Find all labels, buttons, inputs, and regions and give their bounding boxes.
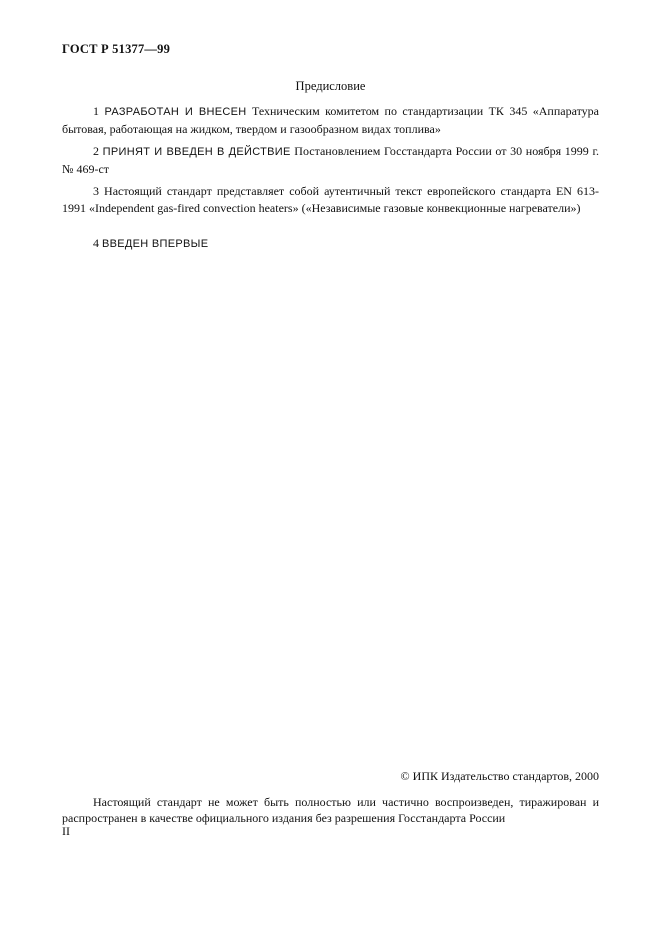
item-caps: ВВЕДЕН ВПЕРВЫЕ bbox=[102, 238, 209, 250]
item-number: 2 bbox=[93, 144, 99, 158]
page-number: II bbox=[62, 824, 70, 838]
item-caps: ПРИНЯТ И ВВЕДЕН В ДЕЙСТВИЕ bbox=[102, 146, 291, 158]
copyright-line: © ИПК Издательство стандартов, 2000 bbox=[400, 769, 599, 783]
item-text: Постановлением Госстандарта России от 30 ноября 1999 г. № 469-ст bbox=[62, 144, 600, 176]
item-number: 3 bbox=[93, 184, 99, 198]
preface-item-4 bbox=[62, 235, 599, 253]
reproduction-notice: Настоящий стандарт не может быть полностью или частично воспроизведен, тиражирован и распространен в качестве официального издания без разрешения Госстандарта России bbox=[62, 795, 599, 825]
item-text: Техническим комитетом по стандартизации ТК 345 «Аппаратура бытовая, работающая на жидком, твердом и газообразном видах топлива» bbox=[62, 104, 600, 136]
preface-title: Предисловие bbox=[295, 79, 366, 93]
item-text: Настоящий стандарт представляет собой аутентичный текст европейского стандарта EN 613-1991 «Independent gas-fired convection heaters» («Независимые газовые конвекционные нагреватели») bbox=[62, 184, 599, 215]
preface-item-3 bbox=[62, 183, 599, 217]
standard-code: ГОСТ Р 51377—99 bbox=[62, 42, 171, 56]
preface-item-2 bbox=[62, 143, 599, 178]
item-number: 4 bbox=[93, 236, 99, 250]
item-number: 1 bbox=[93, 104, 99, 118]
item-caps: РАЗРАБОТАН И ВНЕСЕН bbox=[104, 106, 247, 118]
preface-item-1 bbox=[62, 103, 599, 138]
